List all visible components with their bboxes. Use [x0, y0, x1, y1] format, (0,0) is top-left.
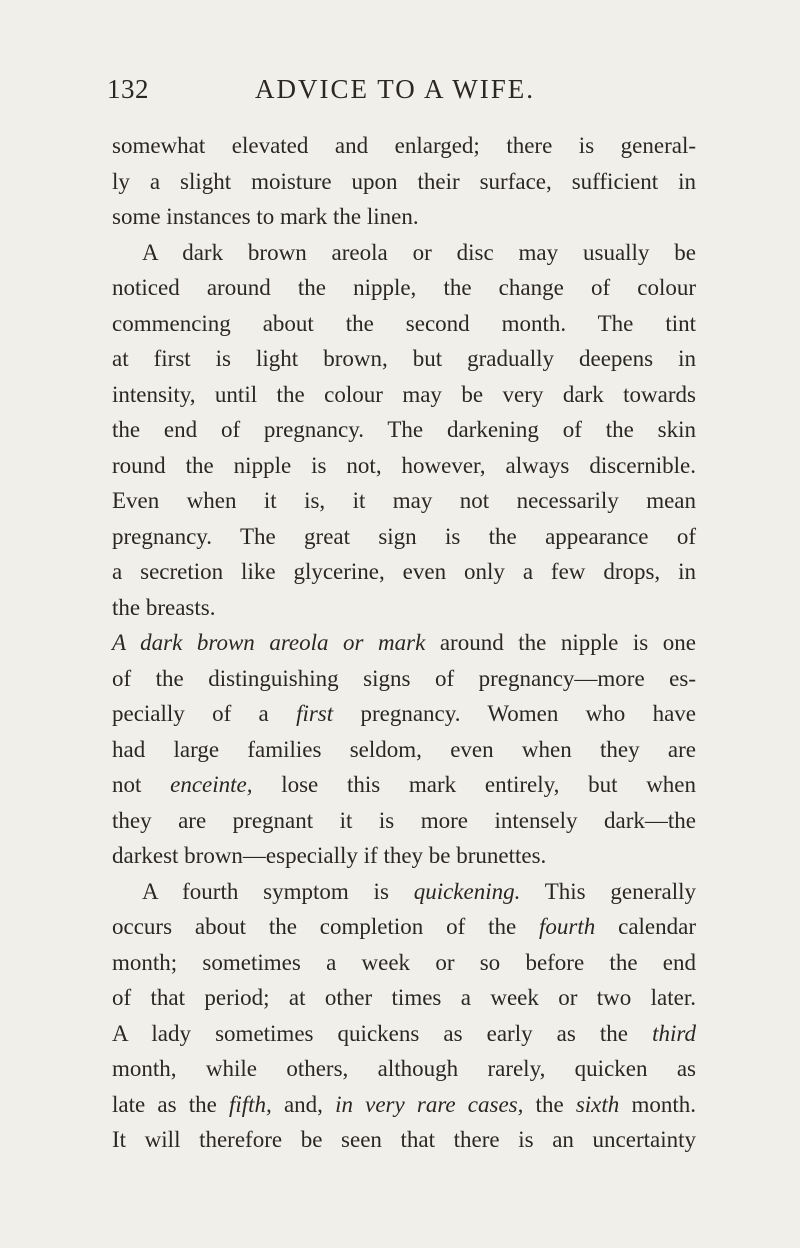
text-line: they are pregnant it is more intensely dark—the — [112, 807, 696, 833]
running-head: ADVICE TO A WIFE. — [255, 74, 536, 104]
text-line: a secretion like glycerine, even only a few drops, in — [112, 559, 696, 584]
text-line: pregnancy. The great sign is the appearance of — [112, 523, 696, 549]
text-line: the breasts. — [112, 594, 216, 620]
text-line: noticed around the nipple, the change of colour — [112, 275, 696, 300]
body-text — [112, 128, 696, 1158]
text-line: round the nipple is not, however, always discernible. — [112, 452, 696, 478]
page-number: 132 — [107, 74, 149, 104]
text-line: A lady sometimes quickens as early as the third — [112, 1020, 696, 1046]
text-line: had large families seldom, even when they are — [112, 736, 696, 762]
text-line: somewhat elevated and enlarged; there is general- — [112, 133, 696, 158]
text-line: month, while others, although rarely, quicken as — [112, 1056, 696, 1081]
text-line: month; sometimes a week or so before the end — [112, 949, 696, 975]
text-line: ly a slight moisture upon their surface, sufficient in — [112, 168, 696, 194]
text-line: of that period; at other times a week or two later. — [112, 985, 696, 1010]
text-line: late as the fifth, and, in very rare cases, the sixth month. — [112, 1091, 696, 1117]
text-line: commencing about the second month. The tint — [112, 310, 696, 336]
text-line: Even when it is, it may not necessarily mean — [112, 488, 696, 513]
text-line: some instances to mark the linen. — [112, 204, 419, 229]
text-line: A dark brown areola or mark around the nipple is one — [112, 630, 696, 655]
text-line: of the distinguishing signs of pregnancy—more es- — [112, 665, 696, 691]
page-header — [107, 74, 697, 114]
text-line: occurs about the completion of the fourth calendar — [112, 914, 696, 939]
text-line: not enceinte, lose this mark entirely, but when — [112, 772, 697, 797]
text-line: It will therefore be seen that there is an uncertainty — [112, 1127, 696, 1152]
text-line: intensity, until the colour may be very dark towards — [112, 381, 696, 407]
text-line: A fourth symptom is quickening. This generally — [142, 878, 696, 904]
text-line: the end of pregnancy. The darkening of the skin — [112, 417, 696, 442]
text-line: pecially of a first pregnancy. Women who have — [112, 701, 696, 726]
text-line: A dark brown areola or disc may usually be — [142, 239, 696, 265]
text-line: at first is light brown, but gradually deepens in — [112, 346, 696, 371]
text-line: darkest brown—especially if they be brunettes. — [112, 843, 547, 868]
